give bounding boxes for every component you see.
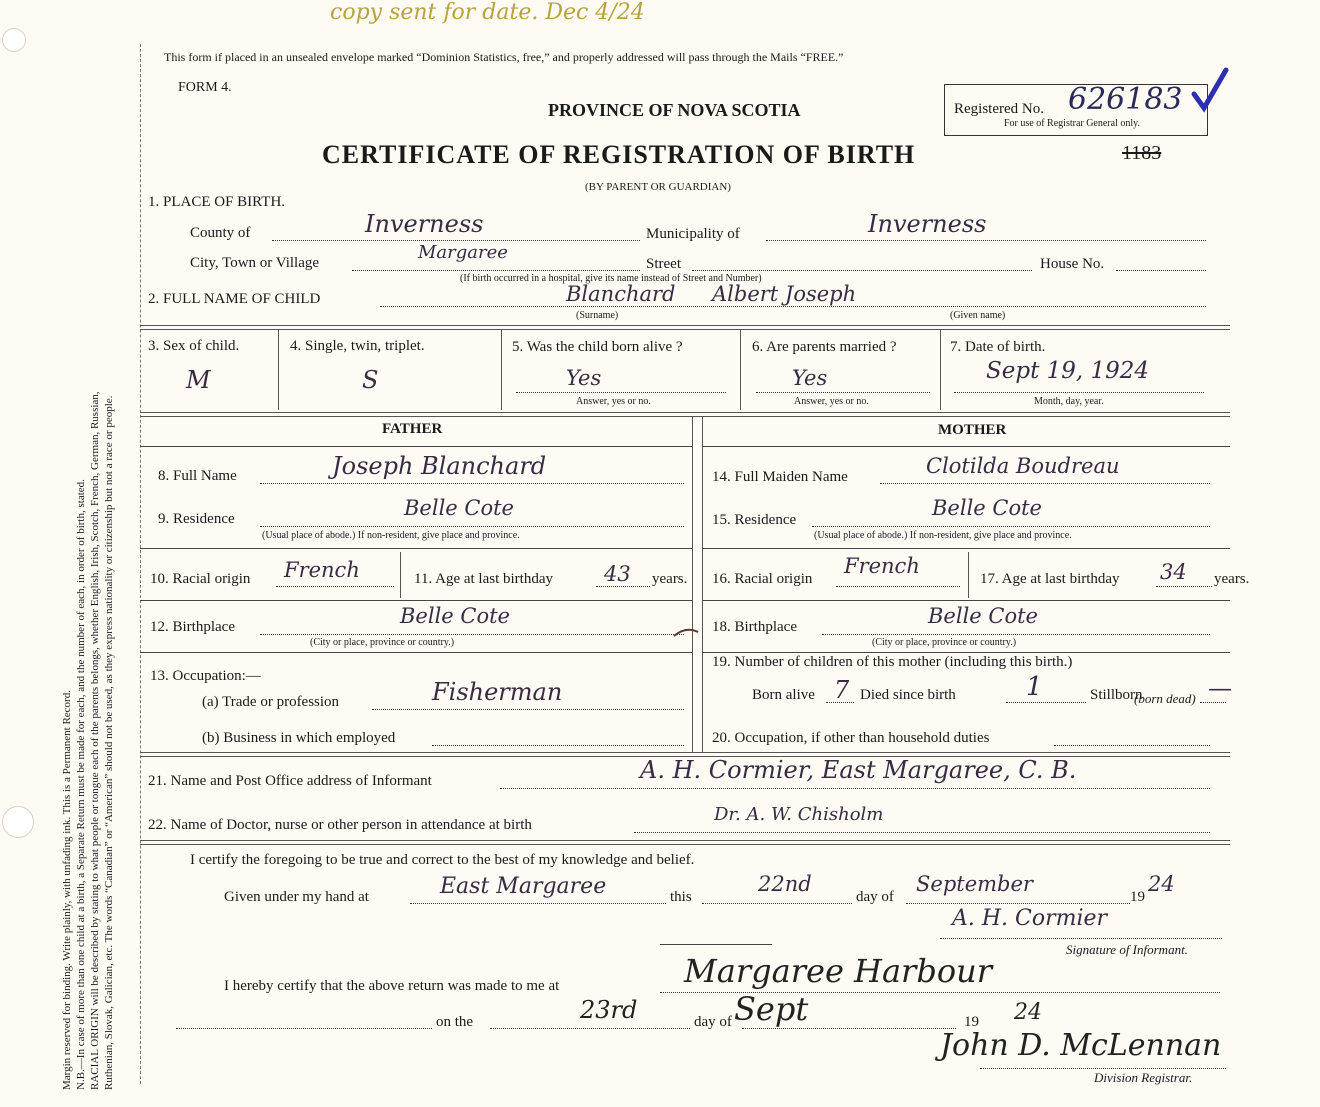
given-name-caption: (Given name) <box>950 310 1006 321</box>
registrar-month: Sept <box>734 990 809 1028</box>
margin-notes <box>60 50 116 1090</box>
certify-statement: I certify the foregoing to be true and correct to the best of my knowledge and belief. <box>190 852 695 868</box>
father-residence-value: Belle Cote <box>404 496 514 520</box>
mother-residence-label: 15. Residence <box>712 512 797 528</box>
mother-age-years: years. <box>1214 571 1250 587</box>
born-alive-label: 5. Was the child born alive ? <box>512 339 683 355</box>
father-age-value: 43 <box>604 562 631 586</box>
mother-birthplace-caption: (City or place, province or country.) <box>872 637 1017 648</box>
registrar-on-the-label: on the <box>436 1014 474 1030</box>
father-heading: FATHER <box>382 421 443 437</box>
mother-occupation-label: 20. Occupation, if other than household duties <box>712 730 990 746</box>
certificate-subtitle: (BY PARENT OR GUARDIAN) <box>585 181 731 193</box>
father-residence-label: 9. Residence <box>158 511 235 527</box>
registrar-day-of-label: day of <box>694 1014 732 1030</box>
occupation-label: 13. Occupation:— <box>150 668 261 684</box>
father-racial-value: French <box>284 558 360 582</box>
father-birthplace-caption: (City or place, province or country.) <box>310 637 455 648</box>
parents-married-label: 6. Are parents married ? <box>752 339 897 355</box>
mother-residence-value: Belle Cote <box>932 496 1042 520</box>
struck-number: 1183 <box>1122 142 1162 164</box>
stillborn-label: Stillborn <box>1090 687 1143 703</box>
mail-notice: This form if placed in an unsealed envelope marked “Dominion Statistics, free,” and properly addressed will pass through the Mails “FREE.” <box>164 50 844 64</box>
left-border <box>140 44 141 1084</box>
punch-hole-bottom <box>2 806 34 838</box>
stillborn-caption: (born dead) <box>1134 691 1196 706</box>
father-racial-label: 10. Racial origin <box>150 571 251 587</box>
registrar-statement: I hereby certify that the above return was made to me at <box>224 978 560 994</box>
registrar-day: 23rd <box>580 996 638 1024</box>
mother-birthplace-label: 18. Birthplace <box>712 619 797 635</box>
informant-value: A. H. Cormier, East Margaree, C. B. <box>640 756 1077 784</box>
margin-note-4: Ruthenian, Slovak, Galician, etc. The words “Canadian” or “American” should not be used, as they express nationality or citizenship but not a race or people. <box>103 395 115 1090</box>
child-surname: Blanchard <box>566 282 676 306</box>
certify-year-prefix: 19 <box>1130 889 1145 905</box>
form-number: FORM 4. <box>178 80 232 95</box>
father-birthplace-label: 12. Birthplace <box>150 619 235 635</box>
punch-hole-top <box>2 28 26 52</box>
date-of-birth-label: 7. Date of birth. <box>950 339 1046 355</box>
father-age-label: 11. Age at last birthday <box>414 571 553 587</box>
parents-married-caption: Answer, yes or no. <box>794 396 869 407</box>
sex-value: M <box>186 366 211 394</box>
mother-age-label: 17. Age at last birthday <box>980 571 1120 587</box>
father-name-label: 8. Full Name <box>158 468 237 484</box>
mother-name-value: Clotilda Boudreau <box>926 454 1120 478</box>
registered-note: For use of Registrar General only. <box>1004 118 1140 129</box>
city-label: City, Town or Village <box>190 255 320 271</box>
municipality-value: Inverness <box>868 210 987 238</box>
born-alive-count: 7 <box>834 676 850 704</box>
mother-birthplace-value: Belle Cote <box>928 604 1038 628</box>
informant-signature-caption: Signature of Informant. <box>1066 942 1188 957</box>
certify-month: September <box>916 872 1033 896</box>
certificate-title: CERTIFICATE OF REGISTRATION OF BIRTH <box>322 140 916 169</box>
sex-label: 3. Sex of child. <box>148 338 240 354</box>
mother-residence-caption: (Usual place of abode.) If non-resident, give place and province. <box>814 530 1072 541</box>
child-name-label: 2. FULL NAME OF CHILD <box>148 291 321 307</box>
father-name-value: Joseph Blanchard <box>332 452 547 480</box>
date-of-birth-value: Sept 19, 1924 <box>986 358 1150 384</box>
municipality-label: Municipality of <box>646 226 740 242</box>
place-of-birth-label: 1. PLACE OF BIRTH. <box>148 194 286 210</box>
province-heading: PROVINCE OF NOVA SCOTIA <box>548 100 801 120</box>
stillborn-count: — <box>1208 674 1232 702</box>
born-alive-count-label: Born alive <box>752 687 815 703</box>
registered-number: 626183 <box>1068 82 1183 117</box>
given-under-hand-label: Given under my hand at <box>224 889 369 905</box>
certify-place: East Margaree <box>440 874 607 899</box>
mother-racial-value: French <box>844 554 920 578</box>
county-value: Inverness <box>365 210 484 238</box>
children-count-label: 19. Number of children of this mother (including this birth.) <box>712 654 1073 670</box>
single-twin-label: 4. Single, twin, triplet. <box>290 338 425 354</box>
surname-caption: (Surname) <box>576 310 619 321</box>
doctor-label: 22. Name of Doctor, nurse or other person in attendance at birth <box>148 817 532 833</box>
certify-day-of-label: day of <box>856 889 894 905</box>
street-label: Street <box>646 256 681 272</box>
died-since-birth-label: Died since birth <box>860 687 956 703</box>
registrar-signature: John D. McLennan <box>940 1028 1222 1063</box>
county-label: County of <box>190 225 251 241</box>
mother-racial-label: 16. Racial origin <box>712 571 813 587</box>
hospital-note: (If birth occurred in a hospital, give its name instead of Street and Number) <box>460 273 762 284</box>
margin-note-1: Margin reserved for binding. Write plainly, with unfading ink. This is a Permanent Record. <box>61 690 73 1090</box>
certify-year: 24 <box>1148 872 1175 896</box>
parents-married-value: Yes <box>792 366 828 390</box>
father-residence-caption: (Usual place of abode.) If non-resident, give place and province. <box>262 530 520 541</box>
registrar-year: 24 <box>1014 1000 1042 1025</box>
registrar-place: Margaree Harbour <box>684 952 992 990</box>
mother-age-value: 34 <box>1160 560 1187 584</box>
informant-signature: A. H. Cormier <box>952 906 1108 931</box>
child-given-name: Albert Joseph <box>712 282 857 306</box>
trade-value: Fisherman <box>432 678 563 706</box>
registrar-signature-caption: Division Registrar. <box>1094 1070 1193 1085</box>
father-age-years: years. <box>652 571 688 587</box>
business-label: (b) Business in which employed <box>202 730 396 746</box>
registered-checkmark <box>1190 66 1230 114</box>
born-alive-value: Yes <box>566 366 602 390</box>
mother-heading: MOTHER <box>938 422 1007 438</box>
doctor-value: Dr. A. W. Chisholm <box>714 804 884 825</box>
date-of-birth-caption: Month, day, year. <box>1034 396 1104 407</box>
certify-this-label: this <box>670 889 692 905</box>
trade-label: (a) Trade or profession <box>202 694 340 710</box>
father-birthplace-value: Belle Cote <box>400 604 510 628</box>
single-twin-value: S <box>362 366 379 394</box>
certify-day: 22nd <box>758 872 812 896</box>
margin-note-2: N.B.—In case of more than one child at a birth, a Separate Return must be made for each, and the number of each, in order of birth, stated. <box>75 479 87 1090</box>
ink-mark <box>672 618 702 642</box>
house-label: House No. <box>1040 256 1105 272</box>
margin-note-3: RACIAL ORIGIN will be described by stating to what people or tongue each of the parents belongs, whether English, Irish, Scotch, French, German, Russian, <box>89 391 101 1090</box>
city-value: Margaree <box>418 242 508 263</box>
died-since-birth-count: 1 <box>1026 672 1043 702</box>
top-note: copy sent for date. Dec 4/24 <box>330 0 645 25</box>
registered-label: Registered No. <box>954 101 1044 117</box>
born-alive-caption: Answer, yes or no. <box>576 396 651 407</box>
registrar-year-prefix: 19 <box>964 1014 979 1030</box>
mother-name-label: 14. Full Maiden Name <box>712 469 848 485</box>
informant-label: 21. Name and Post Office address of Informant <box>148 773 432 789</box>
